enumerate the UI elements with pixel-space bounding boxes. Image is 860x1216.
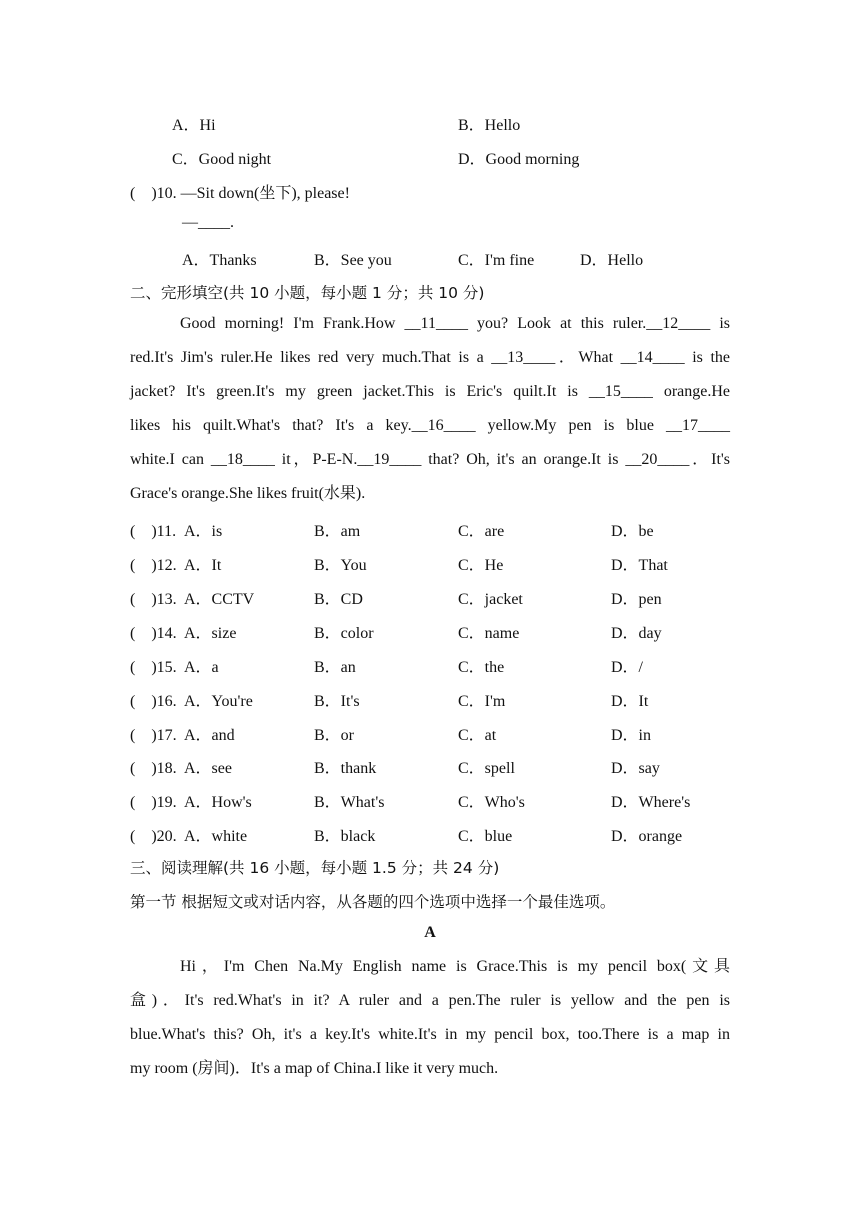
question-number: ( )16. (130, 693, 177, 710)
question-number: ( )20. (130, 828, 177, 845)
option-d[interactable]: D．in (611, 727, 652, 744)
q9-options-row-1 (172, 112, 732, 134)
q9-option-d[interactable]: D．Good morning (458, 151, 580, 168)
q9-option-a[interactable]: A．Hi (172, 117, 216, 134)
option-d[interactable]: D．It (611, 693, 649, 710)
question-row (130, 620, 730, 642)
option-c[interactable]: C．spell (458, 760, 515, 777)
question-number: ( )15. (130, 659, 177, 676)
section3-subheading: 第一节 根据短文或对话内容，从各题的四个选项中选择一个最佳选项。 (130, 893, 616, 911)
passage-title: A (424, 924, 436, 941)
section2-heading: 二、完形填空(共 10 小题，每小题 1 分；共 10 分) (130, 284, 485, 302)
option-d[interactable]: D．Where's (611, 794, 691, 811)
section3-heading: 三、阅读理解(共 16 小题，每小题 1.5 分；共 24 分) (130, 859, 500, 877)
question-row (130, 688, 730, 710)
cloze-line-4: likes his quilt.What's that? It's a key.__16____ yellow.My pen is blue __17____ (130, 417, 730, 434)
option-b[interactable]: B．or (314, 727, 355, 744)
question-row (130, 552, 730, 574)
q10-stem: ( )10. —Sit down(坐下), please! (130, 185, 350, 202)
option-d[interactable]: D．day (611, 625, 662, 642)
option-a[interactable]: A．CCTV (184, 591, 255, 608)
option-b[interactable]: B．an (314, 659, 356, 676)
question-row (130, 823, 730, 845)
option-b[interactable]: B．What's (314, 794, 385, 811)
option-d[interactable]: D．That (611, 557, 668, 574)
passage-line-1: Hi，I'm Chen Na.My English name is Grace.This is my pencil box(文具 (180, 958, 730, 975)
question-number: ( )12. (130, 557, 177, 574)
cloze-line-2: red.It's Jim's ruler.He likes red very much.That is a __13____．What __14____ is the (130, 349, 730, 366)
cloze-line-1: Good morning! I'm Frank.How __11____ you? Look at this ruler.__12____ is (180, 315, 730, 332)
passage-line-3: blue.What's this? Oh, it's a key.It's white.It's in my pencil box, too.There is a map in (130, 1026, 730, 1043)
option-c[interactable]: C．Who's (458, 794, 525, 811)
option-a[interactable]: A．is (184, 523, 223, 540)
question-number: ( )18. (130, 760, 177, 777)
option-b[interactable]: B．CD (314, 591, 363, 608)
question-number: ( )13. (130, 591, 177, 608)
option-a[interactable]: A．a (184, 659, 219, 676)
option-d[interactable]: D．pen (611, 591, 662, 608)
option-b[interactable]: B．am (314, 523, 361, 540)
question-row (130, 789, 730, 811)
option-a[interactable]: A．It (184, 557, 222, 574)
q9-options-row-2 (172, 146, 732, 168)
q10-option-b[interactable]: B．See you (314, 252, 392, 269)
option-d[interactable]: D．/ (611, 659, 644, 676)
option-b[interactable]: B．It's (314, 693, 360, 710)
cloze-line-5: white.I can __18____ it，P-E-N.__19____ that? Oh, it's an orange.It is __20____．It's (130, 451, 730, 468)
option-c[interactable]: C．name (458, 625, 520, 642)
question-row (130, 755, 730, 777)
q9-option-c[interactable]: C．Good night (172, 151, 272, 168)
question-row (130, 722, 730, 744)
option-d[interactable]: D．be (611, 523, 654, 540)
option-a[interactable]: A．How's (184, 794, 252, 811)
option-d[interactable]: D．say (611, 760, 660, 777)
question-number: ( )14. (130, 625, 177, 642)
q10-option-a[interactable]: A．Thanks (182, 252, 257, 269)
option-c[interactable]: C．jacket (458, 591, 523, 608)
option-c[interactable]: C．the (458, 659, 505, 676)
option-a[interactable]: A．and (184, 727, 235, 744)
option-a[interactable]: A．size (184, 625, 237, 642)
option-a[interactable]: A．see (184, 760, 232, 777)
question-number: ( )11. (130, 523, 177, 540)
option-d[interactable]: D．orange (611, 828, 683, 845)
option-a[interactable]: A．white (184, 828, 248, 845)
option-b[interactable]: B．thank (314, 760, 377, 777)
q10-option-c[interactable]: C．I'm fine (458, 252, 535, 269)
question-row (130, 518, 730, 540)
option-c[interactable]: C．I'm (458, 693, 506, 710)
option-b[interactable]: B．black (314, 828, 376, 845)
q9-option-b[interactable]: B．Hello (458, 117, 521, 134)
question-number: ( )17. (130, 727, 177, 744)
passage-line-4: my room (房间)．It's a map of China.I like it very much. (130, 1060, 499, 1077)
cloze-line-3: jacket? It's green.It's my green jacket.This is Eric's quilt.It is __15____ orange.He (130, 383, 730, 400)
option-a[interactable]: A．You're (184, 693, 253, 710)
option-b[interactable]: B．You (314, 557, 367, 574)
q10-option-d[interactable]: D．Hello (580, 252, 644, 269)
cloze-line-6: Grace's orange.She likes fruit(水果). (130, 485, 366, 502)
q10-options-row (172, 247, 732, 269)
option-b[interactable]: B．color (314, 625, 374, 642)
q10-answer-line: —____. (182, 214, 234, 231)
option-c[interactable]: C．blue (458, 828, 513, 845)
question-number: ( )19. (130, 794, 177, 811)
option-c[interactable]: C．at (458, 727, 497, 744)
question-row (130, 654, 730, 676)
option-c[interactable]: C．He (458, 557, 504, 574)
question-row (130, 586, 730, 608)
passage-line-2: 盒)．It's red.What's in it? A ruler and a pen.The ruler is yellow and the pen is (130, 992, 730, 1009)
option-c[interactable]: C．are (458, 523, 505, 540)
